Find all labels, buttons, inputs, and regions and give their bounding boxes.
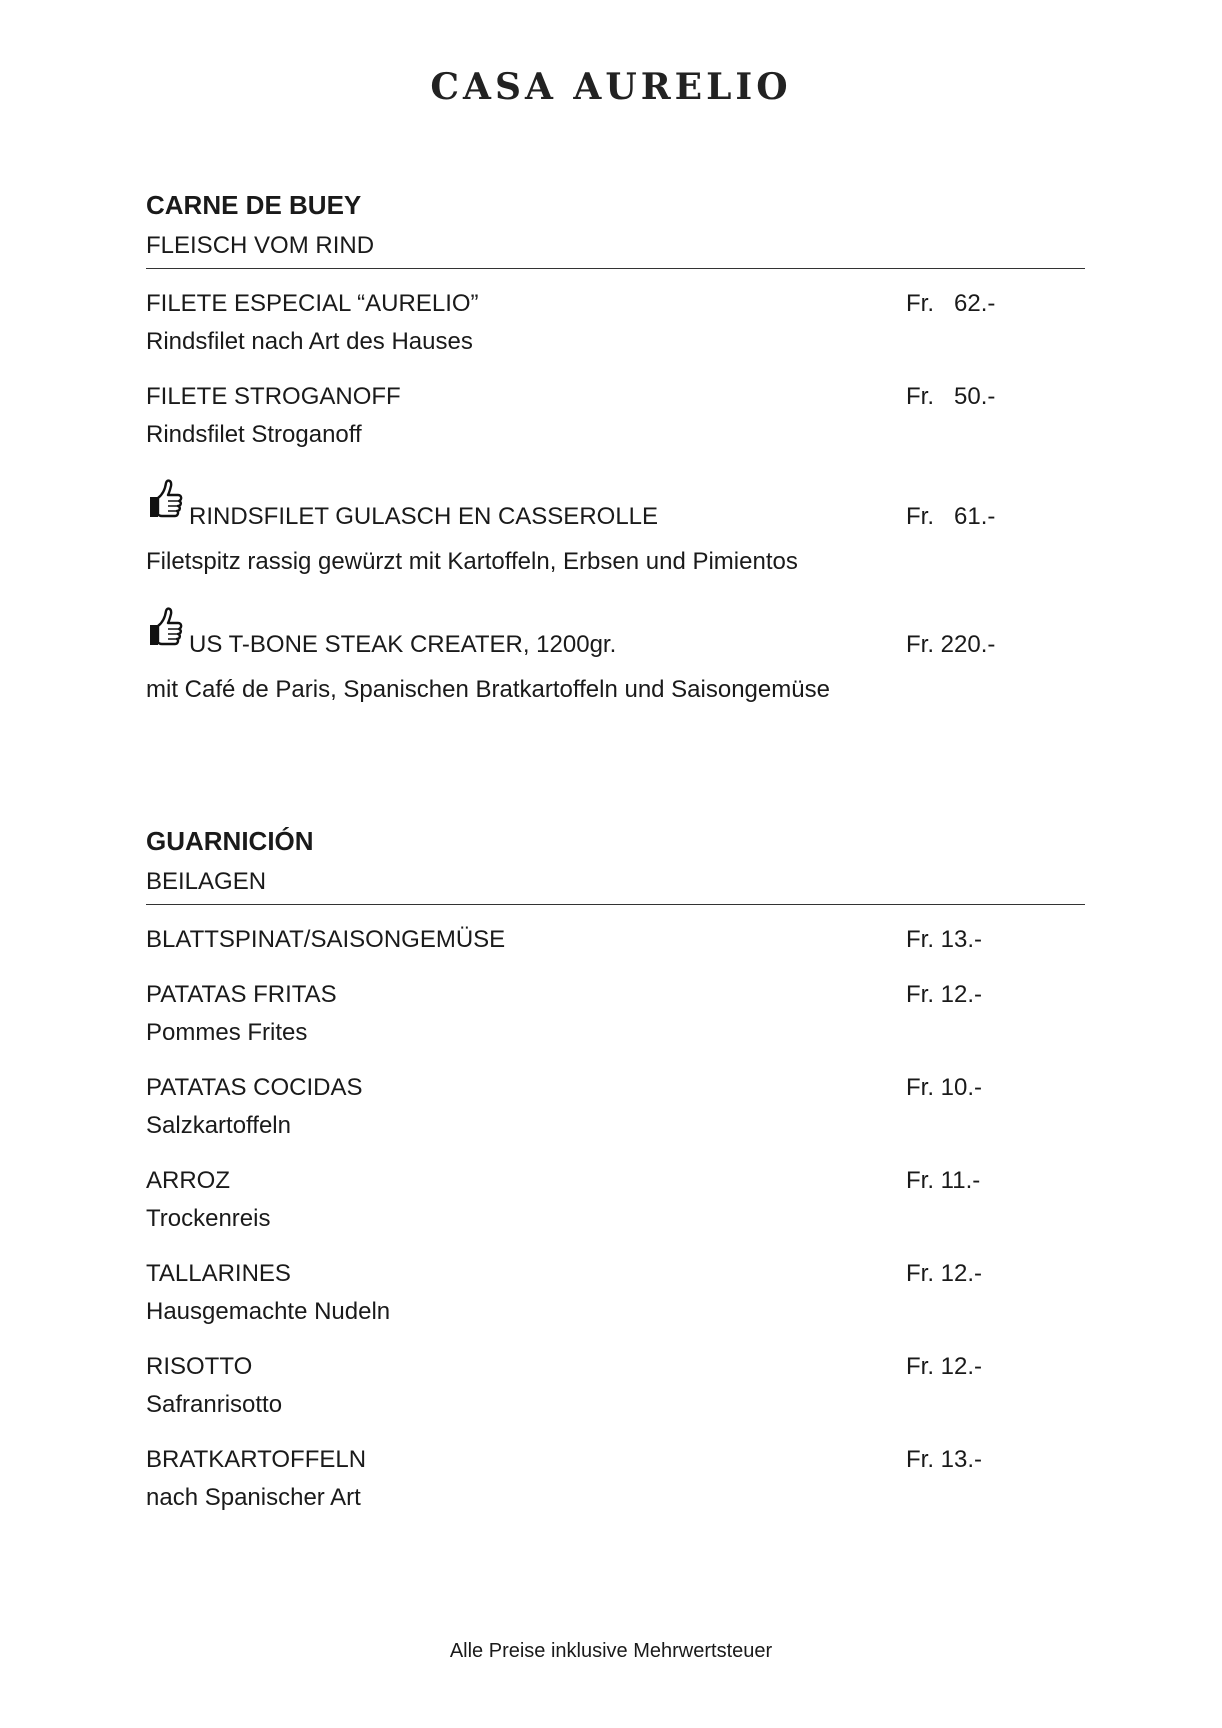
menu-item-name: BRATKARTOFFELN [146, 1446, 367, 1473]
section-title: CARNE DE BUEY [146, 190, 362, 220]
menu-item-description: Rindsfilet Stroganoff [146, 421, 362, 448]
menu-item-name: RINDSFILET GULASCH EN CASSEROLLE [189, 503, 659, 530]
restaurant-title: CASA AURELIO [430, 66, 792, 108]
section-subtitle: FLEISCH VOM RIND [146, 232, 375, 259]
thumbs-up-icon [146, 477, 184, 521]
section-divider [146, 904, 1085, 905]
menu-item-price: Fr. 13.- [906, 926, 983, 953]
menu-item-price: Fr. 61.- [906, 503, 996, 530]
menu-item-name: TALLARINES [146, 1260, 291, 1287]
menu-item-price: Fr. 12.- [906, 981, 983, 1008]
menu-item-price: Fr. 12.- [906, 1353, 983, 1380]
menu-item-name: ARROZ [146, 1167, 230, 1194]
menu-item-price: Fr. 62.- [906, 290, 996, 317]
menu-item-name: PATATAS COCIDAS [146, 1074, 363, 1101]
menu-item-name: RISOTTO [146, 1353, 253, 1380]
menu-item-description: Salzkartoffeln [146, 1112, 291, 1139]
menu-item-price: Fr. 10.- [906, 1074, 983, 1101]
menu-item-description: nach Spanischer Art [146, 1484, 361, 1511]
menu-item-name: FILETE STROGANOFF [146, 383, 401, 410]
menu-item-description: Hausgemachte Nudeln [146, 1298, 391, 1325]
section-subtitle: BEILAGEN [146, 868, 267, 895]
menu-item-price: Fr. 11.- [906, 1167, 981, 1194]
menu-item-price: Fr. 13.- [906, 1446, 983, 1473]
menu-item-description: mit Café de Paris, Spanischen Bratkartoffeln und Saisongemüse [146, 676, 830, 703]
menu-item-name: US T-BONE STEAK CREATER, 1200gr. [189, 631, 617, 658]
menu-item-description: Filetspitz rassig gewürzt mit Kartoffeln, Erbsen und Pimientos [146, 548, 798, 575]
menu-item-name: FILETE ESPECIAL “AURELIO” [146, 290, 479, 317]
menu-item-description: Pommes Frites [146, 1019, 308, 1046]
menu-item-price: Fr. 12.- [906, 1260, 983, 1287]
menu-item-name: BLATTSPINAT/SAISONGEMÜSE [146, 926, 506, 953]
menu-item-description: Rindsfilet nach Art des Hauses [146, 328, 473, 355]
menu-item-description: Safranrisotto [146, 1391, 283, 1418]
section-title: GUARNICIÓN [146, 826, 314, 856]
menu-item-name: PATATAS FRITAS [146, 981, 337, 1008]
menu-item-price: Fr. 50.- [906, 383, 996, 410]
footer-note: Alle Preise inklusive Mehrwertsteuer [449, 1640, 773, 1662]
menu-item-price: Fr. 220.- [906, 631, 996, 658]
menu-item-description: Trockenreis [146, 1205, 271, 1232]
section-divider [146, 268, 1085, 269]
thumbs-up-icon [146, 605, 184, 649]
